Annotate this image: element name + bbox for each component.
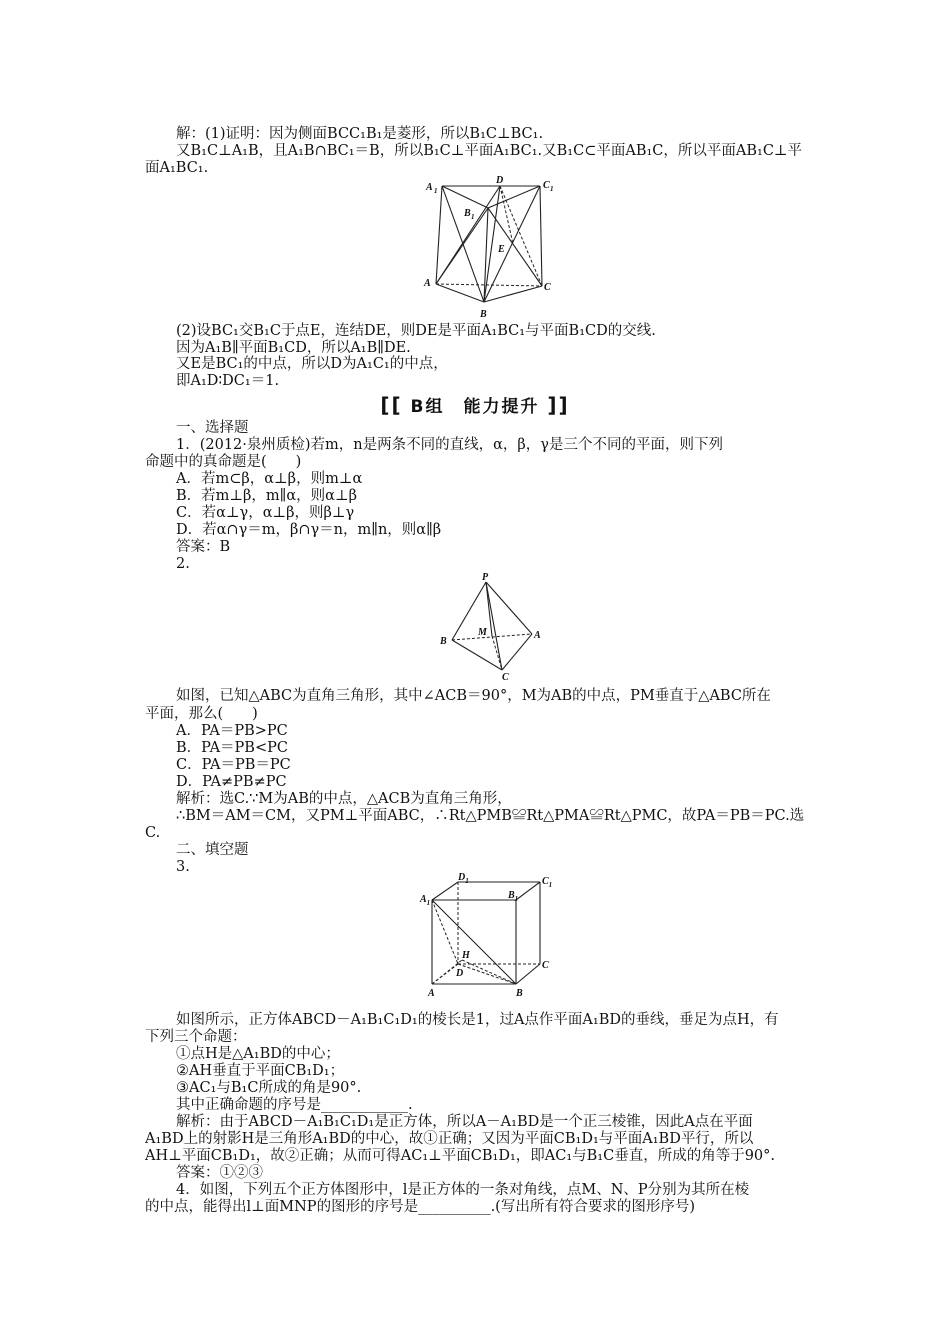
label-D: D	[496, 175, 504, 186]
label-B: B	[516, 988, 523, 998]
label-D1: $D_1$	[458, 872, 469, 885]
choice-heading: 一、选择题	[176, 420, 249, 436]
q2-solution3: C.	[145, 825, 161, 841]
q2-solution2: ∴BM＝AM＝CM，又PM⊥平面ABC，∴Rt△PMB≌Rt△PMA≌Rt△PMC，故PA＝PB＝PC.选	[176, 808, 805, 824]
q3-solution1: 解析：由于ABCD－A₁B₁C₁D₁是正方体，所以A－A₁BD是一个正三棱锥，因此A点在平面	[176, 1114, 753, 1130]
q1-line2: 命题中的真命题是( )	[145, 454, 302, 470]
q3-prop2: ②AH垂直于平面CB₁D₁；	[176, 1063, 345, 1079]
q4-text2: 的中点，能得出l⊥面MNP的图形的序号是__________.(写出所有符合要求的图形序号)	[145, 1199, 695, 1215]
label-A: A	[424, 278, 431, 289]
q2-option-b: B．PA＝PB<PC	[176, 740, 288, 756]
q3-number: 3.	[176, 859, 190, 875]
section-b-title: [[ B组 能力提升 ]]	[380, 393, 570, 417]
label-B1: $B_1$	[508, 890, 519, 903]
label-E: E	[498, 244, 505, 255]
p1-line5: 因为A₁B∥平面B₁CD，所以A₁B∥DE.	[176, 340, 411, 356]
q1-option-b: B．若m⊥β，m∥α，则α⊥β	[176, 488, 357, 504]
label-B1: B	[464, 208, 471, 219]
q2-text2: 平面，那么( )	[145, 706, 258, 722]
p1-line4: (2)设BC₁交B₁C于点E，连结DE，则DE是平面A₁BC₁与平面B₁CD的交线.	[176, 323, 656, 339]
q2-text1: 如图，已知△ABC为直角三角形，其中∠ACB＝90°，M为AB的中点，PM垂直于△ABC所在	[176, 688, 771, 704]
label-A1: A	[426, 182, 433, 193]
label-D: D	[456, 968, 464, 979]
q3-text2: 下列三个命题：	[145, 1029, 247, 1045]
label-C: C	[544, 282, 551, 293]
q1-line1: 1．(2012·泉州质检)若m，n是两条不同的直线，α，β，γ是三个不同的平面，则下列	[176, 437, 723, 453]
p1-line3: 面A₁BC₁.	[145, 160, 209, 176]
label-A: A	[428, 988, 435, 998]
q3-text1: 如图所示，正方体ABCD－A₁B₁C₁D₁的棱长是1，过A点作平面A₁BD的垂线，垂足为点H，有	[176, 1012, 779, 1028]
label-P: P	[482, 572, 489, 583]
label-C: C	[542, 960, 549, 971]
svg-text:1: 1	[471, 213, 475, 221]
q3-answer: 答案：①②③	[176, 1165, 263, 1181]
label-C1: $C_1$	[542, 876, 553, 889]
label-B: B	[440, 636, 447, 647]
pyramid-figure	[436, 572, 548, 684]
q3-solution3: AH⊥平面CB₁D₁，故②正确；从而可得AC₁⊥平面CB₁D₁，即AC₁与B₁C垂直，所成的角等于90°.	[145, 1148, 776, 1164]
q2-option-c: C．PA＝PB＝PC	[176, 757, 291, 773]
label-A: A	[534, 630, 541, 641]
q1-option-a: A．若m⊂β，α⊥β，则m⊥α	[176, 471, 363, 487]
label-A1: $A_1$	[420, 894, 431, 907]
q1-option-c: C．若α⊥γ，α⊥β，则β⊥γ	[176, 505, 355, 521]
label-C: C	[502, 672, 509, 683]
q4-text1: 4．如图，下列五个正方体图形中，l是正方体的一条对角线，点M、N、P分别为其所在棱	[176, 1182, 750, 1198]
q3-question: 其中正确命题的序号是____________.	[176, 1097, 413, 1113]
q2-solution1: 解析：选C.∵M为AB的中点，△ACB为直角三角形，	[176, 791, 512, 807]
p1-line2: 又B₁C⊥A₁B，且A₁B∩BC₁＝B，所以B₁C⊥平面A₁BC₁.又B₁C⊂平面AB₁C，所以平面AB₁C⊥平	[176, 143, 803, 159]
label-B: B	[480, 309, 487, 320]
q3-prop3: ③AC₁与B₁C所成的角是90°.	[176, 1080, 362, 1096]
q2-option-d: D．PA≠PB≠PC	[176, 774, 287, 790]
cube-figure	[418, 872, 558, 998]
p1-line1: 解：(1)证明：因为侧面BCC₁B₁是菱形，所以B₁C⊥BC₁.	[176, 126, 544, 142]
p1-line7: 即A₁D∶DC₁＝1.	[176, 373, 280, 389]
prism-figure	[420, 172, 560, 324]
q1-option-d: D．若α∩γ＝m，β∩γ＝n，m∥n，则α∥β	[176, 522, 442, 538]
q1-answer: 答案：B	[176, 539, 231, 555]
label-C1: C	[543, 180, 550, 191]
svg-text:1: 1	[434, 187, 438, 195]
q3-prop1: ①点H是△A₁BD的中心；	[176, 1046, 340, 1062]
q3-solution2: A₁BD上的射影H是三角形A₁BD的中心，故①正确；又因为平面CB₁D₁与平面A₁BD平行，所以	[145, 1131, 754, 1147]
label-M: M	[478, 627, 487, 638]
svg-text:1: 1	[550, 185, 554, 193]
fill-heading: 二、填空题	[176, 842, 249, 858]
q2-option-a: A．PA＝PB>PC	[176, 723, 288, 739]
label-H: H	[462, 950, 470, 961]
p1-line6: 又E是BC₁的中点，所以D为A₁C₁的中点，	[176, 356, 448, 372]
q2-number: 2.	[176, 556, 190, 572]
